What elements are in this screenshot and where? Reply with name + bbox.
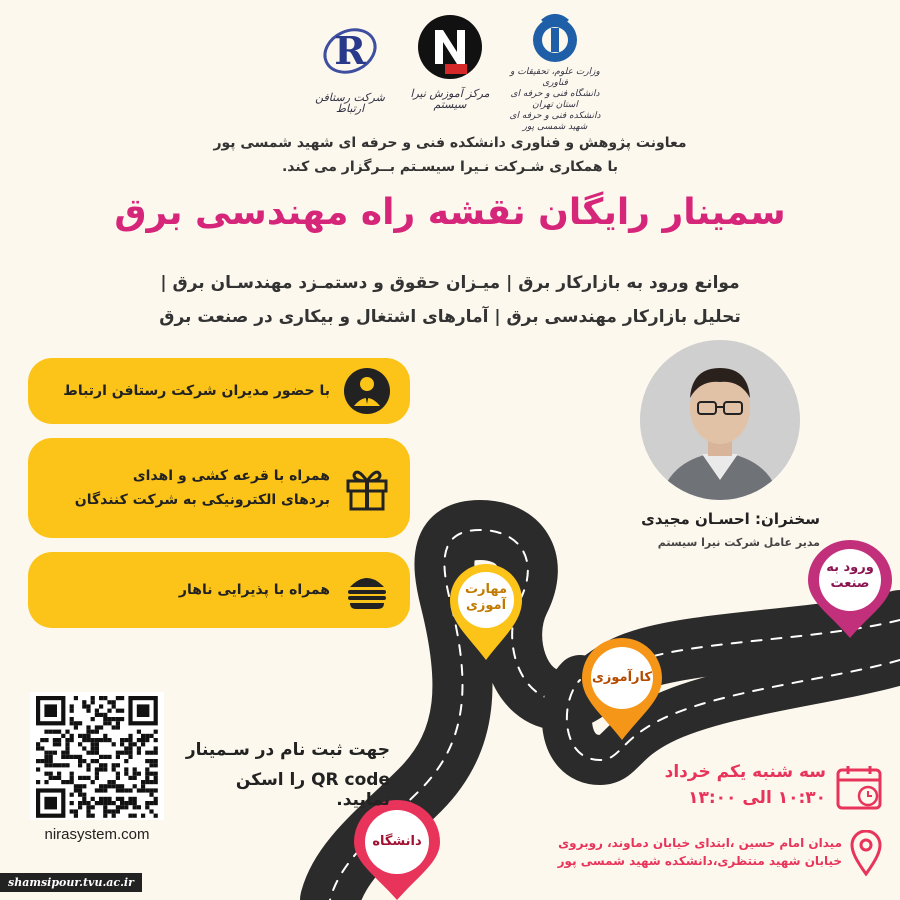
qr-instruction-2: QR code را اسکن نمایید. (235, 770, 390, 810)
intro-line-1: معاونت پژوهش و فناوری دانشکده فنی و حرفه ای شهید شمسی پور (213, 135, 687, 151)
rostafan-caption: شرکت رستافن ارتباط (315, 91, 385, 115)
footer-website-tag[interactable]: shamsipour.tvu.ac.ir (0, 873, 142, 892)
pin-label: ورود به صنعت (826, 560, 874, 591)
pin-skills (448, 562, 524, 662)
event-time: ۱۰:۳۰ الی ۱۳:۰۰ (688, 788, 826, 808)
map-pin-icon (352, 800, 442, 900)
pin-label: دانشگاه (372, 834, 422, 849)
topics-line-2: تحلیل بازارکار مهندسی برق | آمارهای اشتغال و بیکاری در صنعت برق (159, 307, 741, 327)
svg-text:R: R (334, 28, 366, 73)
pin-internship (580, 636, 664, 742)
ministry-caption-1: وزارت علوم، تحقیقات و فناوری (510, 67, 600, 88)
pin-label: کارآموزی (592, 670, 652, 685)
ministry-caption-2: دانشگاه فنی و حرفه ای استان تهران (510, 89, 600, 110)
nira-caption: مرکز آموزش نیرا سیستم (410, 87, 490, 111)
pin-university (352, 800, 442, 900)
qr-website[interactable]: nirasystem.com (44, 826, 150, 843)
ministry-caption-3: دانشکده فنی و حرفه ای شهید شمسی پور (509, 111, 601, 132)
pin-industry (806, 540, 894, 640)
location-icon (850, 830, 882, 876)
card-text: همراه با قرعه کشی و اهدای (132, 468, 330, 484)
qr-instruction-1: جهت ثبت نام در سـمینار (185, 740, 390, 760)
card-text: بردهای الکترونیکی به شرکت کنندگان (74, 492, 330, 508)
intro-line-2: با همکاری شـرکت نـیرا سیسـتم بــرگزار می کند. (281, 159, 619, 175)
speaker-role: مدیر عامل شرکت نیرا سیستم (657, 536, 820, 549)
event-date: سه شنبه یکم خرداد (664, 762, 826, 782)
page-title: سمینار رایگان نقشه راه مهندسی برق (114, 192, 786, 233)
map-pin-icon (580, 636, 664, 742)
qr-code-image (30, 692, 164, 820)
card-text: با حضور مدیران شرکت رستافن ارتباط (63, 383, 330, 399)
speaker-name: سخنران: احسـان مجیدی (641, 510, 820, 528)
card-text: همراه با پذیرایی ناهار (178, 582, 330, 598)
event-address-2: خیابان شهید منتظری،دانشکده شهید شمسی پور (557, 854, 842, 868)
calendar-icon (834, 762, 884, 812)
pin-label: مهارت آموزی (464, 582, 508, 613)
topics-line-1: موانع ورود به بازارکار برق | میـزان حقوق و دستمـزد مهندسـان برق | (160, 273, 740, 293)
event-address-1: میدان امام حسین ،ابتدای خیابان دماوند، روبروی (558, 836, 842, 850)
